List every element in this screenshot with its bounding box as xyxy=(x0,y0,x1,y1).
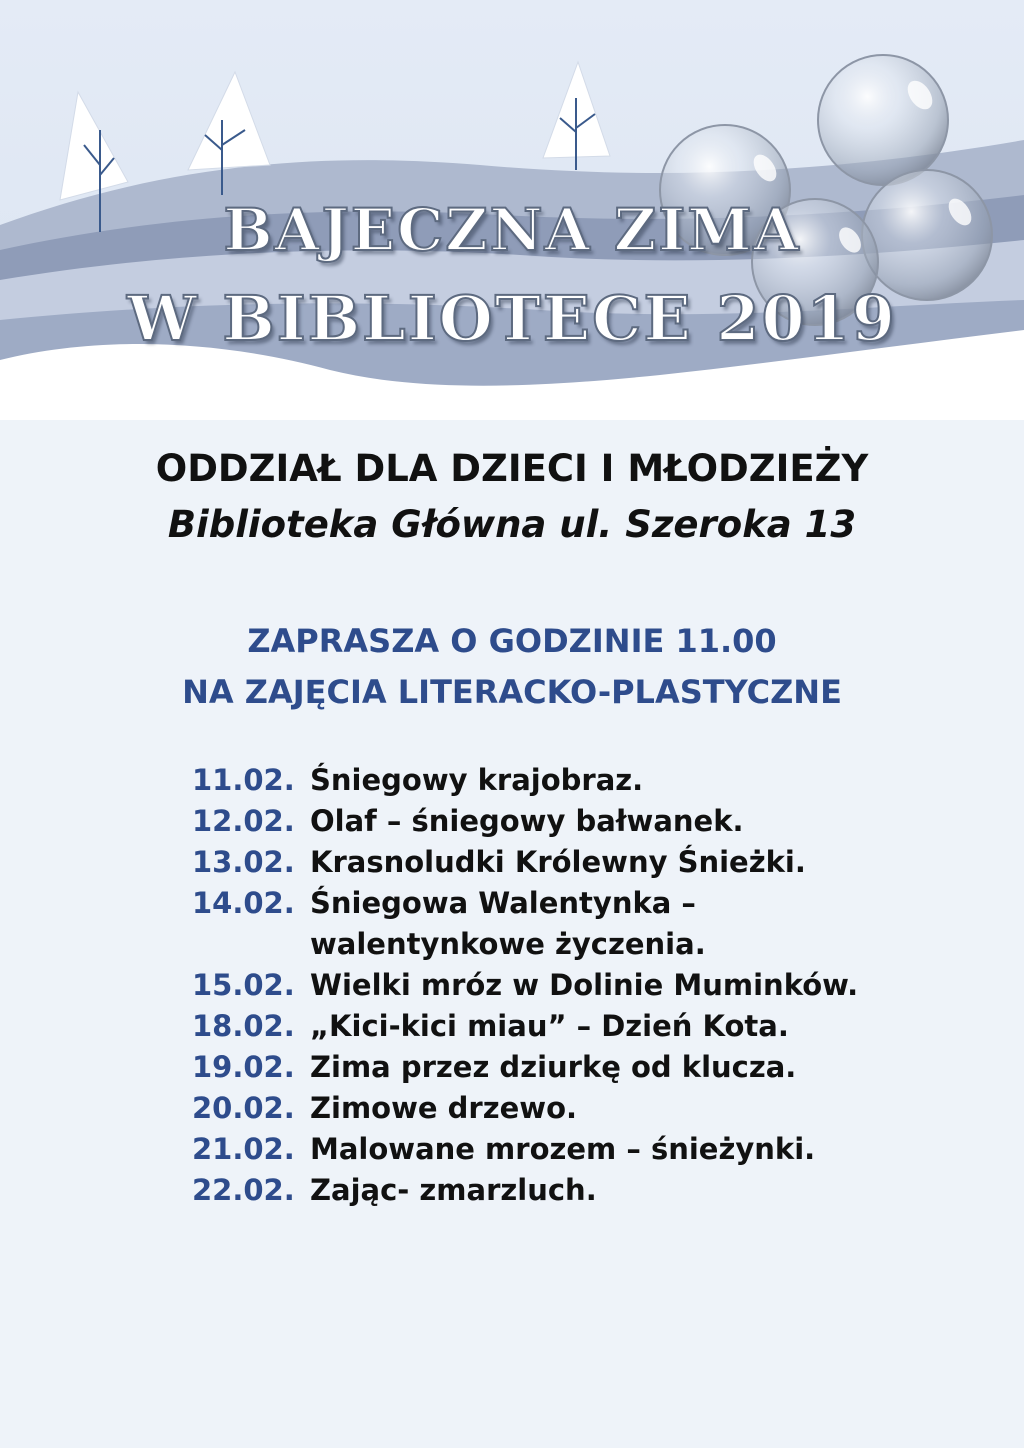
schedule-item xyxy=(192,965,858,1006)
schedule-date: 20.02. xyxy=(192,1091,295,1125)
schedule-title: Malowane mrozem – śnieżynki. xyxy=(310,1132,816,1166)
schedule-list xyxy=(192,760,858,1211)
schedule-item xyxy=(192,1170,858,1211)
schedule-item xyxy=(192,842,858,883)
tree-icon xyxy=(543,62,610,170)
invite-line2: NA ZAJĘCIA LITERACKO-PLASTYCZNE xyxy=(182,673,842,711)
header-banner xyxy=(0,0,1024,420)
schedule-title: Zima przez dziurkę od klucza. xyxy=(310,1050,797,1084)
poster-title-line2: W BIBLIOTECE 2019 xyxy=(127,282,897,355)
schedule-title: „Kici-kici miau” – Dzień Kota. xyxy=(310,1009,789,1043)
schedule-title: Śniegowy krajobraz. xyxy=(310,763,644,797)
schedule-date: 13.02. xyxy=(192,845,295,879)
schedule-date: 12.02. xyxy=(192,804,295,838)
schedule-item xyxy=(192,1129,858,1170)
invite-line1: ZAPRASZA O GODZINIE 11.00 xyxy=(247,622,777,660)
schedule-item xyxy=(192,801,858,842)
schedule-item xyxy=(192,760,858,801)
schedule-item xyxy=(192,1047,858,1088)
venue-name: ODDZIAŁ DLA DZIECI I MŁODZIEŻY xyxy=(155,447,869,490)
venue-address: Biblioteka Główna ul. Szeroka 13 xyxy=(167,503,857,546)
schedule-title: Zając- zmarzluch. xyxy=(310,1173,597,1207)
schedule-title: Krasnoludki Królewny Śnieżki. xyxy=(310,845,806,879)
bubble-icon xyxy=(818,55,948,185)
schedule-date: 21.02. xyxy=(192,1132,295,1166)
poster-title-line1: BAJECZNA ZIMA xyxy=(223,196,801,264)
schedule-date: 22.02. xyxy=(192,1173,295,1207)
schedule-item xyxy=(192,883,858,965)
schedule-date: 14.02. xyxy=(192,886,295,920)
schedule-date: 11.02. xyxy=(192,763,295,797)
schedule-date: 19.02. xyxy=(192,1050,295,1084)
schedule-item xyxy=(192,1088,858,1129)
schedule-date: 18.02. xyxy=(192,1009,295,1043)
schedule-title: Wielki mróz w Dolinie Muminków. xyxy=(310,968,859,1002)
schedule-item xyxy=(192,1006,858,1047)
schedule-date: 15.02. xyxy=(192,968,295,1002)
schedule-title: Śniegowa Walentynka – walentynkowe życzenia. xyxy=(310,886,706,961)
schedule-title: Olaf – śniegowy bałwanek. xyxy=(310,804,744,838)
schedule-title: Zimowe drzewo. xyxy=(310,1091,578,1125)
